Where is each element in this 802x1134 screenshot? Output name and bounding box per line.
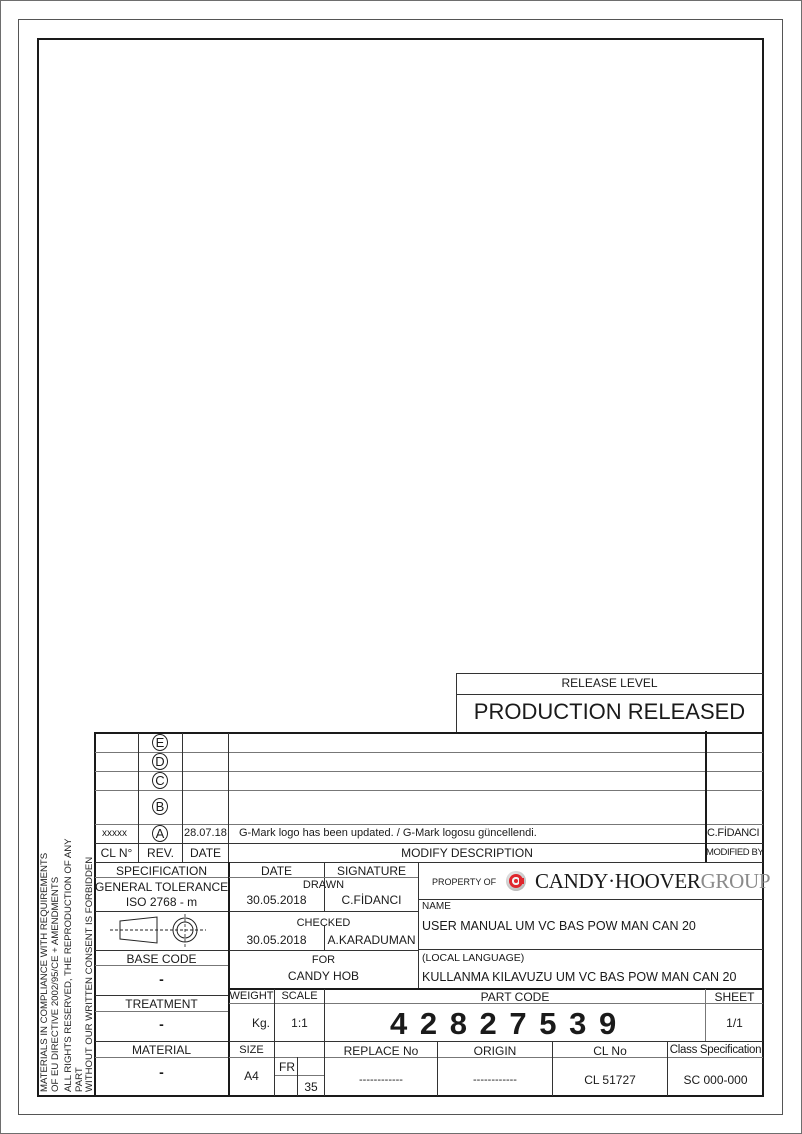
compliance-note-line1: MATERIALS IN COMPLIANCE WITH REQUIREMENTS [39, 852, 50, 1092]
divider [274, 989, 275, 1096]
divider [95, 790, 763, 791]
name-label: NAME [422, 901, 451, 912]
divider [95, 752, 763, 753]
class-specification-label: Class Specification [669, 1044, 762, 1056]
brand-group-text: GROUP [700, 869, 771, 893]
divider [229, 1041, 763, 1042]
divider [229, 950, 418, 951]
divider [95, 1057, 228, 1058]
brand-name [535, 871, 770, 892]
divider [95, 824, 763, 825]
revision-a-description: G-Mark logo has been updated. / G-Mark logosu güncellendi. [239, 827, 537, 839]
material-value: - [159, 1064, 164, 1080]
size-label: SIZE [239, 1044, 264, 1056]
divider [456, 673, 763, 674]
divider [229, 911, 418, 912]
release-level-value: PRODUCTION RELEASED [473, 699, 746, 724]
divider [95, 911, 228, 912]
local-language-label: (LOCAL LANGUAGE) [422, 952, 525, 964]
divider [95, 771, 763, 772]
cl-no-label: CL No [593, 1044, 627, 1058]
revision-a-cl-no: xxxxx [102, 828, 127, 839]
tolerance-line2: ISO 2768 - m [125, 895, 198, 909]
release-level-label: RELEASE LEVEL [561, 676, 658, 690]
divider [418, 899, 763, 900]
modified-by-header: MODIFIED BY [706, 847, 764, 858]
revision-e-badge: E [152, 734, 168, 751]
revision-a-modified-by: C.FİDANCI [707, 827, 760, 839]
divider [275, 1075, 324, 1076]
property-of-label: PROPERTY OF [432, 877, 497, 887]
divider [705, 731, 707, 862]
for-label: FOR [311, 954, 336, 966]
approvals-signature-header: SIGNATURE [336, 864, 407, 878]
divider [418, 862, 419, 989]
divider [95, 1041, 228, 1042]
weight-label: WEIGHT [229, 990, 274, 1002]
weight-value: Kg. [252, 1016, 271, 1030]
material-label: MATERIAL [131, 1043, 192, 1057]
scale-label: SCALE [281, 990, 318, 1002]
approvals-date-header: DATE [260, 864, 293, 878]
replace-no-label: REPLACE No [343, 1044, 419, 1058]
local-language-value: KULLANMA KILAVUZU UM VC BAS POW MAN CAN 20 [422, 970, 737, 984]
revision-b-badge: B [152, 798, 168, 815]
sheet-value: 1/1 [726, 1016, 743, 1030]
drawn-label: DRAWN [302, 879, 345, 891]
compliance-notes [40, 832, 96, 1092]
rights-note-line1: ALL RIGHTS RESERVED, THE REPRODUCTION OF ANY PART [63, 838, 85, 1092]
revision-a-date: 28.07.18 [184, 827, 227, 839]
for-value: CANDY HOB [287, 969, 360, 983]
divider [182, 733, 183, 862]
rights-note-line2: WITHOUT OUR WRITTEN CONSENT IS FORBIDDEN [84, 856, 95, 1092]
fr-value: 35 [304, 1080, 318, 1094]
divider [228, 733, 229, 862]
drawn-by: C.FİDANCI [341, 893, 402, 907]
origin-value: ------------ [473, 1074, 517, 1086]
checked-by: A.KARADUMAN [327, 933, 416, 947]
revision-c-badge: C [152, 772, 168, 789]
candy-hoover-logo-icon [506, 871, 526, 891]
revision-d-badge: D [152, 753, 168, 770]
brand-main-text: CANDY·HOOVER [535, 869, 701, 893]
divider [95, 950, 228, 951]
treatment-label: TREATMENT [125, 997, 198, 1011]
modify-description-header: MODIFY DESCRIPTION [401, 846, 533, 860]
checked-date: 30.05.2018 [246, 933, 307, 947]
base-code-label: BASE CODE [126, 952, 197, 966]
name-value: USER MANUAL UM VC BAS POW MAN CAN 20 [422, 919, 696, 933]
class-specification-value: SC 000-000 [683, 1073, 748, 1087]
checked-label: CHECKED [296, 917, 351, 929]
divider [95, 995, 228, 996]
fr-label: FR [279, 1060, 295, 1074]
part-code-label: PART CODE [480, 990, 550, 1004]
replace-no-value: ------------ [359, 1074, 403, 1086]
drawn-date: 30.05.2018 [246, 893, 307, 907]
specification-label: SPECIFICATION [115, 864, 208, 878]
date-header: DATE [189, 846, 222, 860]
origin-label: ORIGIN [473, 1044, 517, 1058]
scale-value: 1:1 [291, 1016, 308, 1030]
divider [418, 949, 763, 950]
revision-a-badge: A [152, 825, 168, 842]
rev-header: REV. [147, 846, 174, 860]
treatment-value: - [159, 1016, 164, 1032]
base-code-value: - [159, 971, 164, 987]
divider [95, 862, 763, 863]
divider [456, 694, 763, 695]
size-value: A4 [244, 1069, 259, 1083]
cl-no-header: CL N° [100, 846, 133, 860]
first-angle-projection-icon [110, 914, 210, 948]
tolerance-line1: GENERAL TOLERANCE [95, 880, 229, 894]
divider [95, 1011, 228, 1012]
title-block-top-border [94, 732, 763, 734]
compliance-note-line2: OF EU DIRECTIVE 2002/95/CE + AMENDMENTS [49, 876, 61, 1092]
part-code-value: 4 2 8 2 7 5 3 9 [390, 1006, 617, 1041]
sheet-label: SHEET [714, 990, 755, 1004]
divider [95, 843, 763, 844]
divider [138, 733, 139, 862]
cl-no-value: CL 51727 [584, 1073, 636, 1087]
